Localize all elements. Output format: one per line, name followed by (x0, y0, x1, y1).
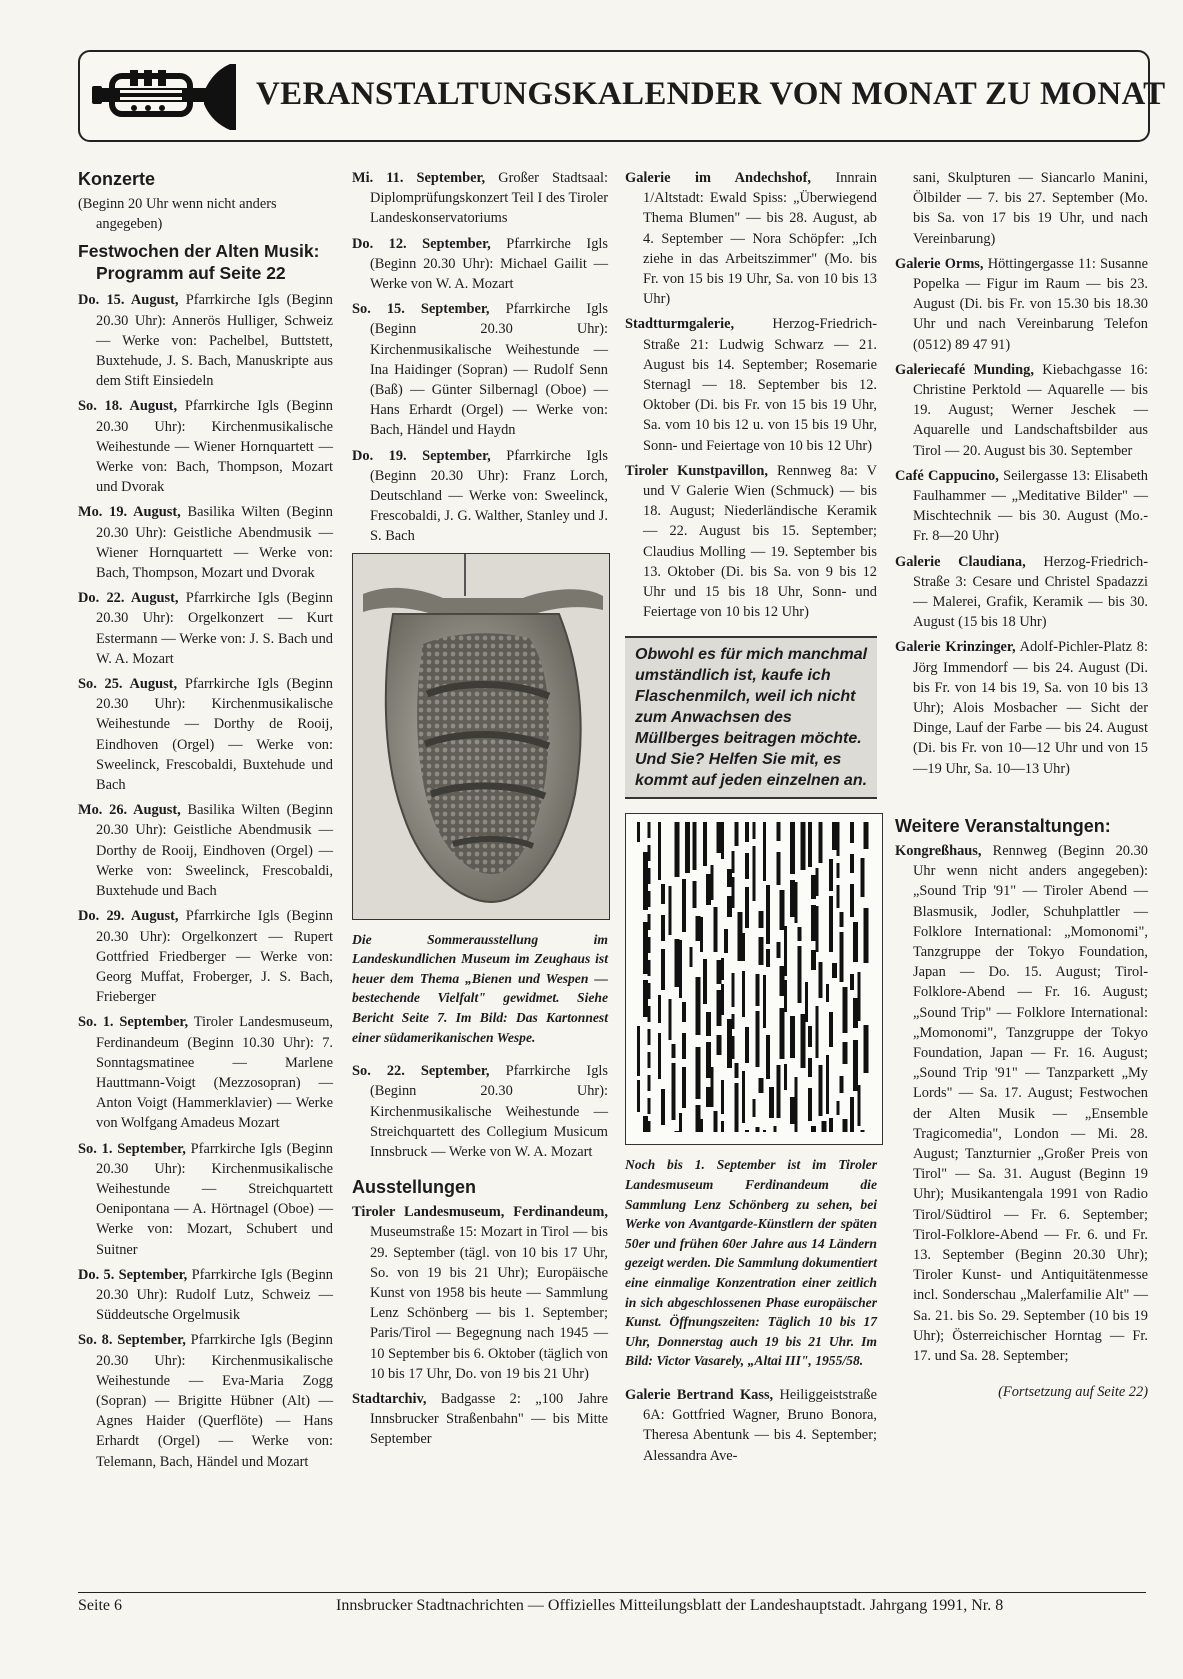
vasarely-artwork (625, 813, 883, 1145)
page-title: VERANSTALTUNGSKALENDER VON MONAT ZU MONAT (256, 76, 1166, 112)
entry-text: Pfarrkirche Igls (Beginn 20.30 Uhr): Orgelkonzert — Kurt Estermann — Werke von: J. S. Bach und W. A. Mozart (96, 590, 333, 667)
entry-text: Kiebachgasse 16: Christine Perktold — Aquarelle — bis 19. August; Werner Jeschek — Aquarelle und Landschaftsbilder aus Tirol — 20. August bis 30. September (913, 361, 1148, 459)
list-item (78, 290, 333, 391)
entry-text: Pfarrkirche Igls (Beginn 20.30 Uhr): Michael Gailit — Werke von W. A. Mozart (370, 235, 608, 293)
entry-date: So. 1. September, (78, 1014, 189, 1031)
entry-venue: Galerie Claudiana, (895, 553, 1026, 570)
section-heading-exhibitions: Ausstellungen (352, 1177, 477, 1198)
entry-date: Do. 12. September, (352, 235, 491, 252)
entry-date: Do. 5. September, (78, 1266, 188, 1283)
artwork-caption: Noch bis 1. September ist im Tiroler Landesmuseum Ferdinandeum die Sammlung Lenz Schönberg zu sehen, bei Werke von Avantgarde-Künstlern der späten 50er und frühen 60er Jahre aus 14 Ländern gezeigt werden. Die Sammlung dokumentiert eine einmalige Konzentration einer zeitlich in sich abgeschlossenen Phase europäischer Kunst. Öffnungszeiten: Täglich 10 bis 17 Uhr, Donnerstag auch 19 bis 21 Uhr. Im Bild: Victor Vasarely, „Altai III", 1955/58. (625, 1157, 877, 1369)
header-banner (78, 50, 1166, 142)
vasarely-image (626, 814, 882, 1144)
entry-venue: Tiroler Landesmuseum, Ferdinandeum, (352, 1204, 608, 1221)
entry-text: Pfarrkirche Igls (Beginn 20.30 Uhr): Kirchenmusikalische Weihestunde — Streichquartett Oenipontana — A. Hörtnagel (Oboe) — Werke von: Mozart, Schubert und Suitner (96, 1140, 333, 1258)
entry-venue: Kongreßhaus, (895, 842, 982, 859)
list-item (625, 314, 877, 455)
entry-text: Pfarrkirche Igls (Beginn 20.30 Uhr): Kirchenmusikalische Weihestunde — Eva-Maria Zogg (Sopran) — Brigitte Hübner (Alt) — Agnes Haider (Querflöte) — Hans Erhardt (Orgel) — Werke von: Telemann, Bach, Händel und Mozart (96, 1332, 333, 1470)
list-item (895, 254, 1148, 355)
entry-text: Heiliggeiststraße 6A: Gottfried Wagner, Bruno Bonora, Theresa Abentunk — bis 4. September; Alessandra Ave- (643, 1387, 877, 1464)
entry-venue: Stadtarchiv, (352, 1391, 427, 1408)
column-galleries (625, 168, 877, 1471)
list-item (78, 674, 333, 795)
list-item (78, 1139, 333, 1260)
entry-venue: Galeriecafé Munding, (895, 361, 1034, 378)
entry-date: Do. 15. August, (78, 292, 179, 309)
entry-venue: Stadtturmgalerie, (625, 316, 735, 333)
entry-text: Pfarrkirche Igls (Beginn 20.30 Uhr): Orgelkonzert — Rupert Gottfried Friedberger — Werke von: Georg Muffat, Froberger, J. S. Bach, Frieberger (96, 908, 333, 1006)
entry-text: Basilika Wilten (Beginn 20.30 Uhr): Geistliche Abendmusik — Wiener Hornquartett — Werke von: Bach, Thompson, Mozart und Dvorak (96, 504, 333, 582)
list-item-continued: sani, Skulpturen — Siancarlo Manini, Ölbilder — 7. bis 27. September (Mo. bis Sa. von 17 bis 19 Uhr, und nach Vereinbarung) (913, 170, 1148, 247)
list-item (352, 1389, 608, 1450)
entry-date: Mo. 26. August, (78, 802, 181, 819)
entry-text: Pfarrkirche Igls (Beginn 20.30 Uhr): Franz Lorch, Deutschland — Werke von: Sweelinck, Frescobaldi, J. G. Walther, Stanley und J. S. Bach (370, 447, 608, 545)
entry-venue: Café Cappucino, (895, 467, 999, 484)
entry-venue: Galerie Krinzinger, (895, 639, 1016, 656)
list-item (78, 906, 333, 1007)
wasp-nest-photo (352, 553, 610, 920)
list-item (895, 552, 1148, 633)
list-item (78, 502, 333, 583)
publication-line: Innsbrucker Stadtnachrichten — Offizielles Mitteilungsblatt der Landeshauptstadt. Jahrgang 1991, Nr. 8 (336, 1597, 1004, 1614)
entry-text: Pfarrkirche Igls (Beginn 20.30 Uhr): Rudolf Lutz, Schweiz — Süddeutsche Orgelmusik (96, 1266, 334, 1324)
quote-box: Obwohl es für mich manchmal umständlich ist, kaufe ich Flaschenmilch, weil ich nicht zum Anwachsen des Müllberges beitragen möchte. Und Sie? Helfen Sie mit, es kommt auf jeden einzelnen an. (625, 636, 877, 799)
list-item (625, 1385, 877, 1466)
footer-divider (78, 1592, 1146, 1593)
list-item (352, 168, 608, 229)
entry-date: So. 25. August, (78, 676, 178, 693)
wasp-nest-image (353, 554, 609, 919)
entry-venue: Galerie Bertrand Kass, (625, 1387, 774, 1403)
list-item (352, 234, 608, 295)
entry-venue: Tiroler Kunstpavillon, (625, 462, 768, 479)
list-item (78, 588, 333, 669)
entry-date: So. 1. September, (78, 1140, 186, 1157)
entry-text: Höttingergasse 11: Susanne Popelka — Figur im Raum — bis 23. August (Di. bis Fr. von 15.30 bis 18.30 Uhr und nach Vereinbarung Telefon (0512) 89 47 91) (913, 255, 1148, 353)
list-item (78, 1330, 333, 1471)
list-item (78, 1265, 333, 1326)
list-item (625, 461, 877, 623)
entry-date: So. 8. September, (78, 1332, 186, 1349)
entry-text: Pfarrkirche Igls (Beginn 20.30 Uhr): Kirchenmusikalische Weihestunde — Streichquartett des Collegium Musicum Innsbruck — Werke von W. A. Mozart (370, 1063, 608, 1161)
list-item (895, 466, 1148, 547)
list-item (895, 637, 1148, 778)
column-concerts-cont (352, 168, 608, 1455)
entry-text: Pfarrkirche Igls (Beginn 20.30 Uhr): Kirchenmusikalische Weihestunde — Dorthy de Rooij, Eindhoven (Orgel) — Werke von: Sweelinck, Frescobaldi, Buxtehude und Bach (96, 676, 333, 794)
entry-text: Basilika Wilten (Beginn 20.30 Uhr): Geistliche Abendmusik — Dorthy de Rooij, Eindhoven (Orgel) — Werke von: Sweelinck, Frescobaldi, Buxtehude und Bach (96, 802, 333, 900)
list-item (895, 841, 1148, 1366)
entry-text: Pfarrkirche Igls (Beginn 20.30 Uhr): Annerös Hulliger, Schweiz — Werke von: Pachelbel, Buttstett, Buxtehude, J. S. Bach, Manuskripte aus dem Stift Einsiedeln (96, 292, 333, 390)
list-item (352, 1202, 608, 1384)
entry-text: Herzog-Friedrich-Straße 21: Ludwig Schwarz — 21. August bis 14. September; Rosemarie Sternagl — 18. September bis 12. Oktober (Di. bis Fr. von 15 bis 19 Uhr, Sa. vom 10 bis 12 u. von 15 bis 19 Uhr, Sonn- und Feiertage von 10 bis 12 Uhr) (643, 316, 877, 454)
entry-text: Tiroler Landesmuseum, Ferdinandeum (Beginn 10.30 Uhr): 7. Sonntagsmatinee — Marlene Hauttmann-Voigt (Mezzosopran) — Anton Voigt (Hammerklavier) — Werke von Wolfgang Amadeus Mozart (96, 1014, 333, 1132)
entry-text: Innrain 1/Altstadt: Ewald Spiss: „Überwiegend Thema Blumen" — bis 28. August, ab 4. September — Nora Schöpfer: „Ich ziehe in das Arbeitszimmer" (Mo. bis Fr. von 15 bis 19 Uhr, Sa. von 10 bis 13 Uhr) (643, 170, 877, 308)
entry-date: Mo. 19. August, (78, 504, 181, 521)
entry-text: Pfarrkirche Igls (Beginn 20.30 Uhr): Kirchenmusikalische Weihestunde — Ina Haidinger (Sopran) — Rudolf Senn (Baß) — Günter Silbernagl (Oboe) — Hans Erhardt (Orgel) — Werke von: Bach, Händel und Haydn (370, 301, 608, 439)
list-item (625, 168, 877, 309)
entry-date: So. 22. September, (352, 1063, 490, 1080)
list-item (78, 396, 333, 497)
list-item (78, 800, 333, 901)
subheading-festwochen: Festwochen der Alten Musik: Programm auf Seite 22 (78, 241, 320, 284)
entry-text: Museumstraße 15: Mozart in Tirol — bis 29. September (tägl. von 10 bis 17 Uhr, So. von 19 bis 21 Uhr); Europäische Kunst von 1958 bis heute — Sammlung Lenz Schönberg — bis 1. September; Paris/Tirol — Begegnung nach 1945 — 10 September bis 6. Oktober (täglich von 10 bis 17 Uhr, Do. von 19 bis 21 Uhr) (370, 1224, 608, 1382)
entry-date: So. 15. September, (352, 301, 490, 318)
photo-caption: Die Sommerausstellung im Landeskundlichen Museum im Zeughaus ist heuer dem Thema „Bienen und Wespen — bestechende Vielfalt" gewidmet. Siehe Bericht Seite 7. Im Bild: Das Kartonnest einer südamerikanischen Wespe. (352, 931, 608, 1045)
section-note: (Beginn 20 Uhr wenn nicht anders angegeben) (78, 196, 277, 233)
entry-date: So. 18. August, (78, 398, 178, 415)
entry-text: Badgasse 2: „100 Jahre Innsbrucker Straßenbahn" — bis Mitte September (370, 1391, 608, 1448)
column-concerts (78, 168, 333, 1477)
list-item (352, 299, 608, 440)
column-galleries-cont (895, 168, 1148, 1402)
entry-text: Herzog-Friedrich-Straße 3: Cesare und Christel Spadazzi — Malerei, Grafik, Keramik — bis 30. August (15 bis 18 Uhr) (913, 553, 1149, 631)
trumpet-icon (90, 60, 242, 132)
list-item (895, 360, 1148, 461)
entry-text: Pfarrkirche Igls (Beginn 20.30 Uhr): Kirchenmusikalische Weihestunde — Wiener Hornquartett — Werke von: Bach, Thompson, Mozart und Dvorak (96, 398, 333, 496)
entry-date: Mi. 11. September, (352, 170, 486, 186)
entry-text: Adolf-Pichler-Platz 8: Jörg Immendorf — bis 24. August (Di. bis Fr. von 14 bis 19, Sa. von 10 bis 13 Uhr); Alois Mosbacher — Sicht der Dinge, Lauf der Farbe — bis 24. August (Di. bis Fr. von 10—12 Uhr und von 15—19 Uhr, Sa. 10—13 Uhr) (913, 639, 1148, 777)
entry-date: Do. 22. August, (78, 590, 179, 607)
continuation-note: (Fortsetzung auf Seite 22) (998, 1384, 1148, 1401)
entry-venue: Galerie Orms, (895, 255, 984, 272)
page-number: Seite 6 (78, 1597, 122, 1614)
list-item (352, 1061, 608, 1162)
list-item (78, 1012, 333, 1133)
section-heading-other-events: Weitere Veranstaltungen: (895, 815, 1111, 836)
section-heading-concerts: Konzerte (78, 169, 156, 189)
entry-text: Großer Stadtsaal: Diplomprüfungskonzert Teil I des Tiroler Landeskonservatoriums (370, 170, 608, 227)
entry-text: Rennweg (Beginn 20.30 Uhr wenn nicht anders angegeben): „Sound Trip '91" — Tiroler Abend — Blasmusik, Jodler, Schuhplattler — Folklore International: „Momonomi", Tanzgruppe der Tokyo Foundation, Japan — Do. 15. August; Tirol-Folklore-Abend — Fr. 16. August; „Sound Trip" — Folklore International: „Momonomi", Tanzgruppe der Tokyo Foundation, Japan — Fr. 16. August; „Sound Trip '91" — Tanzparkett „My Lords" — Sa. 17. August; Festwochen der Alten Musik — „Ensemble Tragicomedia", London — Mi. 28. August; Tanzturnier „Großer Preis von Tirol" — Sa. 31. August (Beginn 19 Uhr); Musikantengala 1991 von Radio Tirol/Südtirol — Fr. 6. September; Tirol-Folklore-Abend — Fr. 6. und Fr. 13. September (Beginn 20.30 Uhr); Tiroler Kunst- und Antiquitätenmesse incl. Sonderschau „Malerfamilie Alt" — Sa. 21. bis So. 29. September (10 bis 19 Uhr); Österreichischer Horntag — Fr. 17. und Sa. 28. September; (913, 842, 1148, 1364)
entry-date: Do. 19. September, (352, 447, 491, 464)
entry-text: Rennweg 8a: V und V Galerie Wien (Schmuck) — bis 18. August; Niederländische Keramik — 22. August bis 15. September; Claudius Molling — 19. September bis 13. Oktober (Di. bis Sa. von 9 bis 12 Uhr und 15 bis 18 Uhr, Sonn- und Feiertage von 10 bis 12 Uhr) (643, 462, 878, 621)
entry-text: Seilergasse 13: Elisabeth Faulhammer — „Meditative Bilder" — Mischtechnik — bis 30. August (Mo.-Fr. 8—20 Uhr) (913, 467, 1148, 545)
entry-date: Do. 29. August, (78, 908, 179, 925)
list-item (352, 446, 608, 547)
entry-venue: Galerie im Andechshof, (625, 170, 811, 186)
